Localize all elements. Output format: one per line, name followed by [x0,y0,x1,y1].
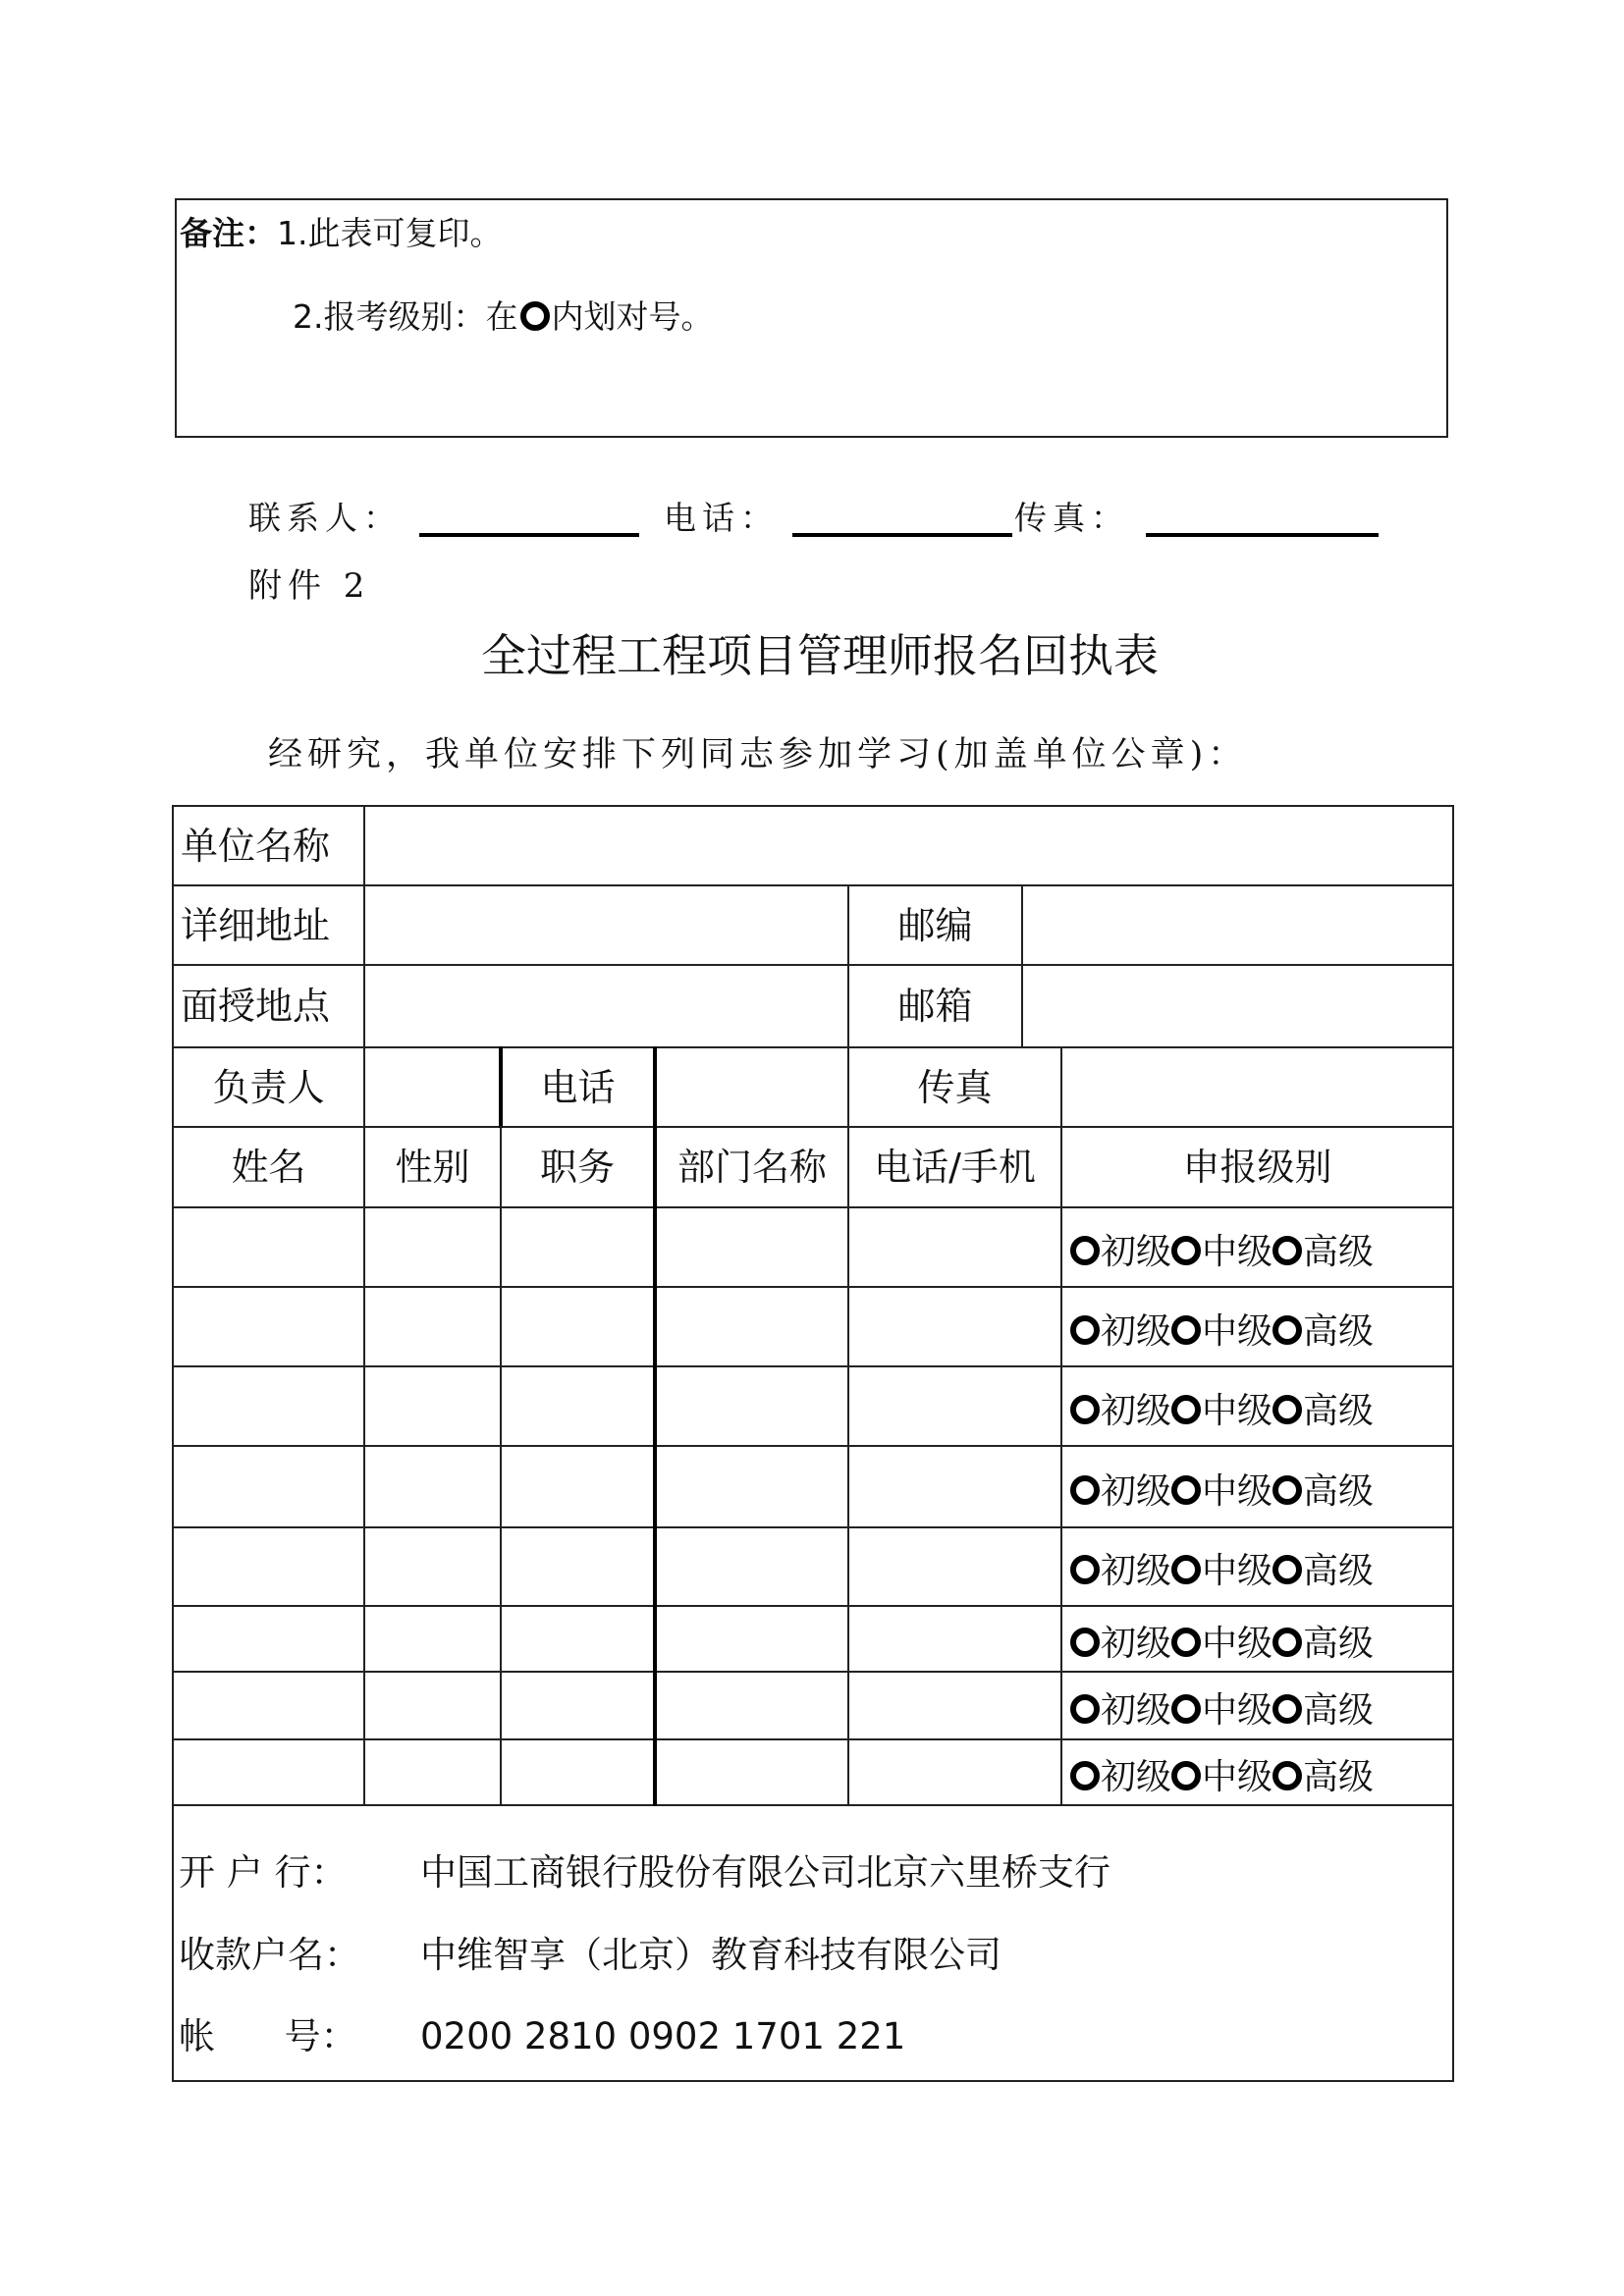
address-field[interactable] [365,886,847,964]
position-cell[interactable] [502,1741,653,1804]
level-option[interactable] [1070,1391,1171,1431]
principal-phone-field[interactable] [657,1048,847,1126]
level-option[interactable] [1171,1391,1272,1431]
level-option-label: 中级 [1202,1311,1273,1352]
level-option[interactable] [1272,1391,1374,1431]
gender-cell[interactable] [365,1368,499,1445]
unit-name-label: 单位名称 [181,825,331,868]
level-option[interactable] [1171,1690,1272,1731]
intro-text: 经研究，我单位安排下列同志参加学习(加盖单位公章)： [268,735,1248,774]
payee-value: 中维智享（北京）教育科技有限公司 [420,1934,1001,1976]
table-border-right [1452,805,1454,2082]
ring-checkbox-icon[interactable] [1070,1475,1100,1505]
level-option-label: 初级 [1101,1624,1172,1664]
department-cell[interactable] [657,1608,847,1671]
phone-cell[interactable] [849,1674,1060,1738]
level-option-label: 中级 [1202,1551,1273,1591]
level-option-label: 高级 [1303,1471,1375,1512]
position-cell[interactable] [502,1529,653,1605]
level-option[interactable] [1070,1471,1171,1512]
level-options [1070,1623,1374,1666]
level-options [1070,1689,1374,1733]
ring-checkbox-icon[interactable] [1272,1236,1302,1265]
level-option[interactable] [1272,1624,1374,1664]
principal-phone-label: 电话 [540,1066,616,1109]
level-option-label: 中级 [1202,1391,1273,1431]
principal-fax-label: 传真 [917,1066,993,1109]
name-cell[interactable] [174,1289,363,1365]
contact-fax-field[interactable] [1146,533,1379,537]
unit-name-field[interactable] [365,807,1452,884]
address-label: 详细地址 [181,904,331,947]
ring-checkbox-icon [520,301,550,331]
attachment-label: 附件 2 [248,566,371,606]
level-option-label: 初级 [1101,1551,1172,1591]
table-border-bottom [172,2080,1454,2082]
name-cell[interactable] [174,1674,363,1738]
position-cell[interactable] [502,1674,653,1738]
ring-checkbox-icon[interactable] [1171,1475,1201,1505]
name-cell[interactable] [174,1448,363,1526]
venue-label: 面授地点 [181,985,331,1028]
level-option[interactable] [1272,1311,1374,1352]
contact-person-label: 联系人： [248,499,402,537]
postcode-label: 邮编 [897,904,973,947]
ring-checkbox-icon[interactable] [1171,1694,1201,1724]
ring-checkbox-icon[interactable] [1070,1761,1100,1790]
gender-cell[interactable] [365,1289,499,1365]
level-option-label: 高级 [1303,1232,1375,1272]
col-header-gender: 性别 [395,1146,470,1189]
name-cell[interactable] [174,1741,363,1804]
position-cell[interactable] [502,1368,653,1445]
level-options [1070,1550,1374,1593]
level-option[interactable] [1272,1232,1374,1272]
venue-field[interactable] [365,966,847,1046]
level-option-label: 中级 [1202,1471,1273,1512]
level-options [1070,1756,1374,1799]
bank-row [179,1851,1110,1895]
payee-label: 收款户名： [179,1934,360,1976]
email-label: 邮箱 [897,985,973,1028]
ring-checkbox-icon[interactable] [1272,1694,1302,1724]
ring-checkbox-icon[interactable] [1272,1761,1302,1790]
col-header-level: 申报级别 [1182,1146,1332,1189]
level-option[interactable] [1171,1311,1272,1352]
notes-item-2-prefix: 2.报考级别：在 [293,297,518,336]
level-option-label: 高级 [1303,1311,1375,1352]
ring-checkbox-icon[interactable] [1272,1475,1302,1505]
payee-row [179,1934,1001,1977]
level-option[interactable] [1070,1551,1171,1591]
notes-line-1 [180,214,503,253]
ring-checkbox-icon[interactable] [1171,1236,1201,1265]
bank-label: 开 户 行： [179,1851,348,1894]
gender-cell[interactable] [365,1608,499,1671]
level-option[interactable] [1272,1551,1374,1591]
level-option[interactable] [1272,1471,1374,1512]
ring-checkbox-icon[interactable] [1070,1628,1100,1657]
level-option[interactable] [1070,1232,1171,1272]
ring-checkbox-icon[interactable] [1070,1555,1100,1584]
bank-value: 中国工商银行股份有限公司北京六里桥支行 [420,1851,1110,1894]
level-option-label: 初级 [1101,1391,1172,1431]
position-cell[interactable] [502,1608,653,1671]
name-cell[interactable] [174,1608,363,1671]
level-options [1070,1470,1374,1514]
notes-label: 备注： [180,214,277,252]
contact-person-field[interactable] [419,533,639,537]
ring-checkbox-icon[interactable] [1070,1315,1100,1345]
gender-cell[interactable] [365,1448,499,1526]
name-cell[interactable] [174,1209,363,1286]
name-cell[interactable] [174,1368,363,1445]
level-options [1070,1390,1374,1433]
phone-cell[interactable] [849,1529,1060,1605]
level-option-label: 初级 [1101,1311,1172,1352]
level-option[interactable] [1070,1757,1171,1797]
ring-checkbox-icon[interactable] [1171,1395,1201,1424]
notes-line-2 [293,297,714,337]
ring-checkbox-icon[interactable] [1272,1315,1302,1345]
level-option[interactable] [1070,1690,1171,1731]
level-option-label: 初级 [1101,1757,1172,1797]
position-cell[interactable] [502,1289,653,1365]
principal-label: 负责人 [212,1066,325,1109]
ring-checkbox-icon[interactable] [1272,1555,1302,1584]
ring-checkbox-icon[interactable] [1171,1628,1201,1657]
col-header-position: 职务 [539,1146,615,1189]
account-label: 帐 号： [179,2015,357,2057]
account-value: 0200 2810 0902 1701 221 [420,2015,906,2057]
level-option-label: 中级 [1202,1232,1273,1272]
phone-cell[interactable] [849,1741,1060,1804]
phone-cell[interactable] [849,1368,1060,1445]
ring-checkbox-icon[interactable] [1171,1761,1201,1790]
ring-checkbox-icon[interactable] [1070,1236,1100,1265]
level-option-label: 高级 [1303,1391,1375,1431]
ring-checkbox-icon[interactable] [1171,1315,1201,1345]
level-option[interactable] [1272,1690,1374,1731]
principal-field[interactable] [365,1048,499,1126]
department-cell[interactable] [657,1289,847,1365]
level-option[interactable] [1171,1551,1272,1591]
phone-cell[interactable] [849,1289,1060,1365]
level-option-label: 中级 [1202,1757,1273,1797]
department-cell[interactable] [657,1368,847,1445]
ring-checkbox-icon[interactable] [1171,1555,1201,1584]
level-option-label: 中级 [1202,1690,1273,1731]
ring-checkbox-icon[interactable] [1070,1694,1100,1724]
col-header-phone-mobile: 电话/手机 [874,1146,1036,1189]
position-cell[interactable] [502,1209,653,1286]
level-option-label: 高级 [1303,1624,1375,1664]
level-option[interactable] [1171,1471,1272,1512]
email-field[interactable] [1023,966,1452,1046]
level-options [1070,1310,1374,1354]
ring-checkbox-icon[interactable] [1272,1395,1302,1424]
level-option-label: 高级 [1303,1757,1375,1797]
level-option-label: 初级 [1101,1471,1172,1512]
level-option[interactable] [1171,1624,1272,1664]
contact-phone-label: 电话： [664,499,779,537]
level-option[interactable] [1070,1311,1171,1352]
level-option[interactable] [1272,1757,1374,1797]
ring-checkbox-icon[interactable] [1272,1628,1302,1657]
phone-cell[interactable] [849,1209,1060,1286]
department-cell[interactable] [657,1209,847,1286]
department-cell[interactable] [657,1674,847,1738]
level-options [1070,1231,1374,1274]
level-option-label: 高级 [1303,1690,1375,1731]
phone-cell[interactable] [849,1608,1060,1671]
level-option-label: 初级 [1101,1232,1172,1272]
phone-cell[interactable] [849,1448,1060,1526]
account-row [179,2015,905,2058]
gender-cell[interactable] [365,1209,499,1286]
name-cell[interactable] [174,1529,363,1605]
level-option-label: 高级 [1303,1551,1375,1591]
department-cell[interactable] [657,1448,847,1526]
notes-item-1: 1.此表可复印。 [277,214,503,252]
level-option[interactable] [1171,1232,1272,1272]
contact-phone-field[interactable] [792,533,1012,537]
ring-checkbox-icon[interactable] [1070,1395,1100,1424]
contact-fax-label: 传真： [1014,499,1129,537]
notes-item-2-suffix: 内划对号。 [551,297,714,336]
department-cell[interactable] [657,1741,847,1804]
postcode-field[interactable] [1023,886,1452,964]
position-cell[interactable] [502,1448,653,1526]
gender-cell[interactable] [365,1741,499,1804]
principal-fax-field[interactable] [1062,1048,1452,1126]
col-header-name: 姓名 [231,1146,306,1189]
page-title: 全过程工程项目管理师报名回执表 [481,629,1159,682]
col-header-department: 部门名称 [677,1146,827,1189]
level-option-label: 初级 [1101,1690,1172,1731]
level-option[interactable] [1070,1624,1171,1664]
department-cell[interactable] [657,1529,847,1605]
level-option-label: 中级 [1202,1624,1273,1664]
level-option[interactable] [1171,1757,1272,1797]
gender-cell[interactable] [365,1529,499,1605]
gender-cell[interactable] [365,1674,499,1738]
